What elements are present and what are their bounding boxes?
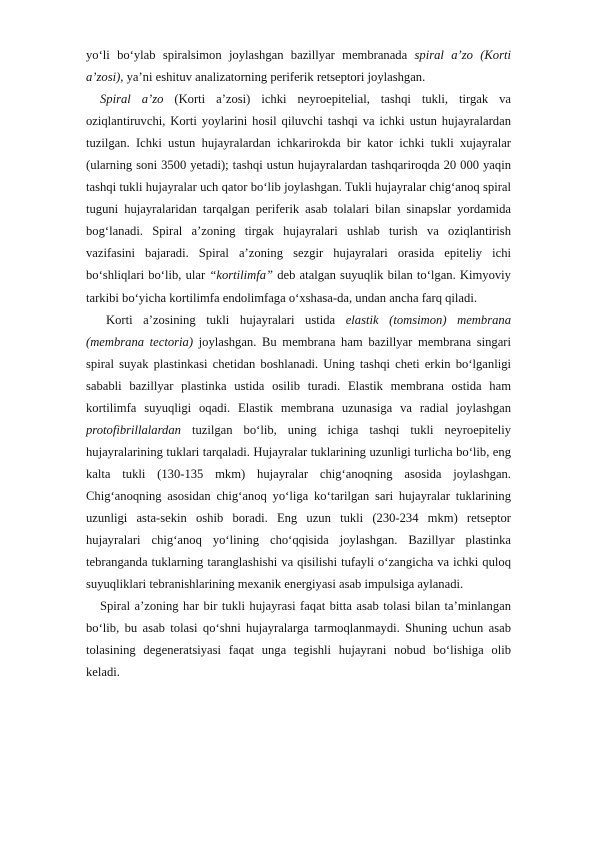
paragraph-3-text-mid: joylashgan. Bu membrana ham bazillyar membrana singari spiral suyak plastinkasi chetidan boshlanadi. Uning tashqi cheti erkin bo‘lganligi sababli bazillyar plastinka ustida osilib turadi. Elastik membrana ostida ham kortilimfa suyuqligi oqadi. Elastik membrana uzunasiga va radial joylashgan bbox=[86, 334, 512, 415]
paragraph-2 bbox=[86, 88, 511, 308]
paragraph-2-text: (Korti a’zosi) ichki neyroepitelial, tashqi tukli, tirgak va oziqlantiruvchi, Korti yoylarini hosil qiluvchi tashqi va ichki ustun hujayralardan tuzilgan. Ichki ustun hujayralardan ichkarirokda bir kator ichki tukli xujayralar (ularning soni 3500 yetadi); tashqi ustun hujayralardan tashqariroqda 20 000 yaqin tashqi tukli hujayralar uch qator bo‘lib joylashgan. Tukli hujayralar chig‘anoq spiral tuguni hujayralaridan tarqalgan periferik asab tolalari bilan sinapslar yordamida bog‘lanadi. Spiral a’zoning tirgak hujayralari ushlab turish va oziqlantirish vazifasini bajaradi. Spiral a’zoning sezgir hujayralari orasida epiteliy ichi bo‘shliqlari bo‘lib, ular bbox=[86, 92, 511, 283]
term-spiral-azo-2: Spiral a’zo bbox=[100, 92, 164, 107]
paragraph-1-text-end: ya’ni eshituv analizatorning periferik retseptori joylashgan. bbox=[123, 70, 426, 85]
paragraph-3-text-end: tuzilgan bo‘lib, uning ichiga tashqi tukli neyroepiteliy hujayralarining tuklari tarqaladi. Hujayralar tuklarining uzunligi turlicha bo‘lib, eng kalta tukli (130-135 mkm) hujayralar chig‘anoqning asosida joylashgan. Chig‘anoqning asosidan chig‘anoq yo‘liga ko‘tarilgan sari hujayralar tuklarining uzunligi asta-sekin oshib boradi. Eng uzun tukli (230-234 mkm) retseptor hujayralari chig‘anoq yo‘lining cho‘qqisida joylashgan. Bazillyar plastinka tebranganda tuklarning taranglashishi va qisilishi tufayli o‘zangicha va ichki quloq suyuqliklari tebranishlarining mexanik energiyasi asab impulsiga aylanadi. bbox=[86, 422, 511, 592]
paragraph-4-text: Spiral a’zoning har bir tukli hujayrasi faqat bitta asab tolasi bilan ta’minlangan bo‘lib, bu asab tolasi qo‘shni hujayralarga tarmoqlanmaydi. Shuning uchun asab tolasining degeneratsiyasi faqat unga tegishli hujayrani nobud bo‘lishiga olib keladi. bbox=[86, 599, 511, 680]
paragraph-1-text: yo‘li bo‘ylab spiralsimon joylashgan bazillyar membranada bbox=[86, 48, 415, 62]
paragraph-1 bbox=[86, 44, 511, 88]
paragraph-3-text: Korti a’zosining tukli hujayralari ustida bbox=[106, 312, 346, 327]
term-kortilimfa: “kortilimfa” bbox=[209, 268, 274, 283]
paragraph-2-text-end: deb atalgan suyuqlik bilan to‘lgan. Kimyoviy tarkibi bo‘yicha kortilimfa endolimfaga o‘xshasa-da, undan ancha farq qiladi. bbox=[86, 268, 511, 305]
term-elastik-membrana: elastik (tomsimon) membrana (membrana tectoria) bbox=[86, 312, 511, 349]
term-spiral-azo: spiral a’zo (Korti a’zosi), bbox=[86, 48, 511, 85]
term-protofibrillalardan: protofibrillalardan bbox=[86, 422, 181, 437]
paragraph-4 bbox=[86, 595, 511, 683]
document-page bbox=[86, 44, 511, 683]
paragraph-3 bbox=[86, 309, 511, 596]
